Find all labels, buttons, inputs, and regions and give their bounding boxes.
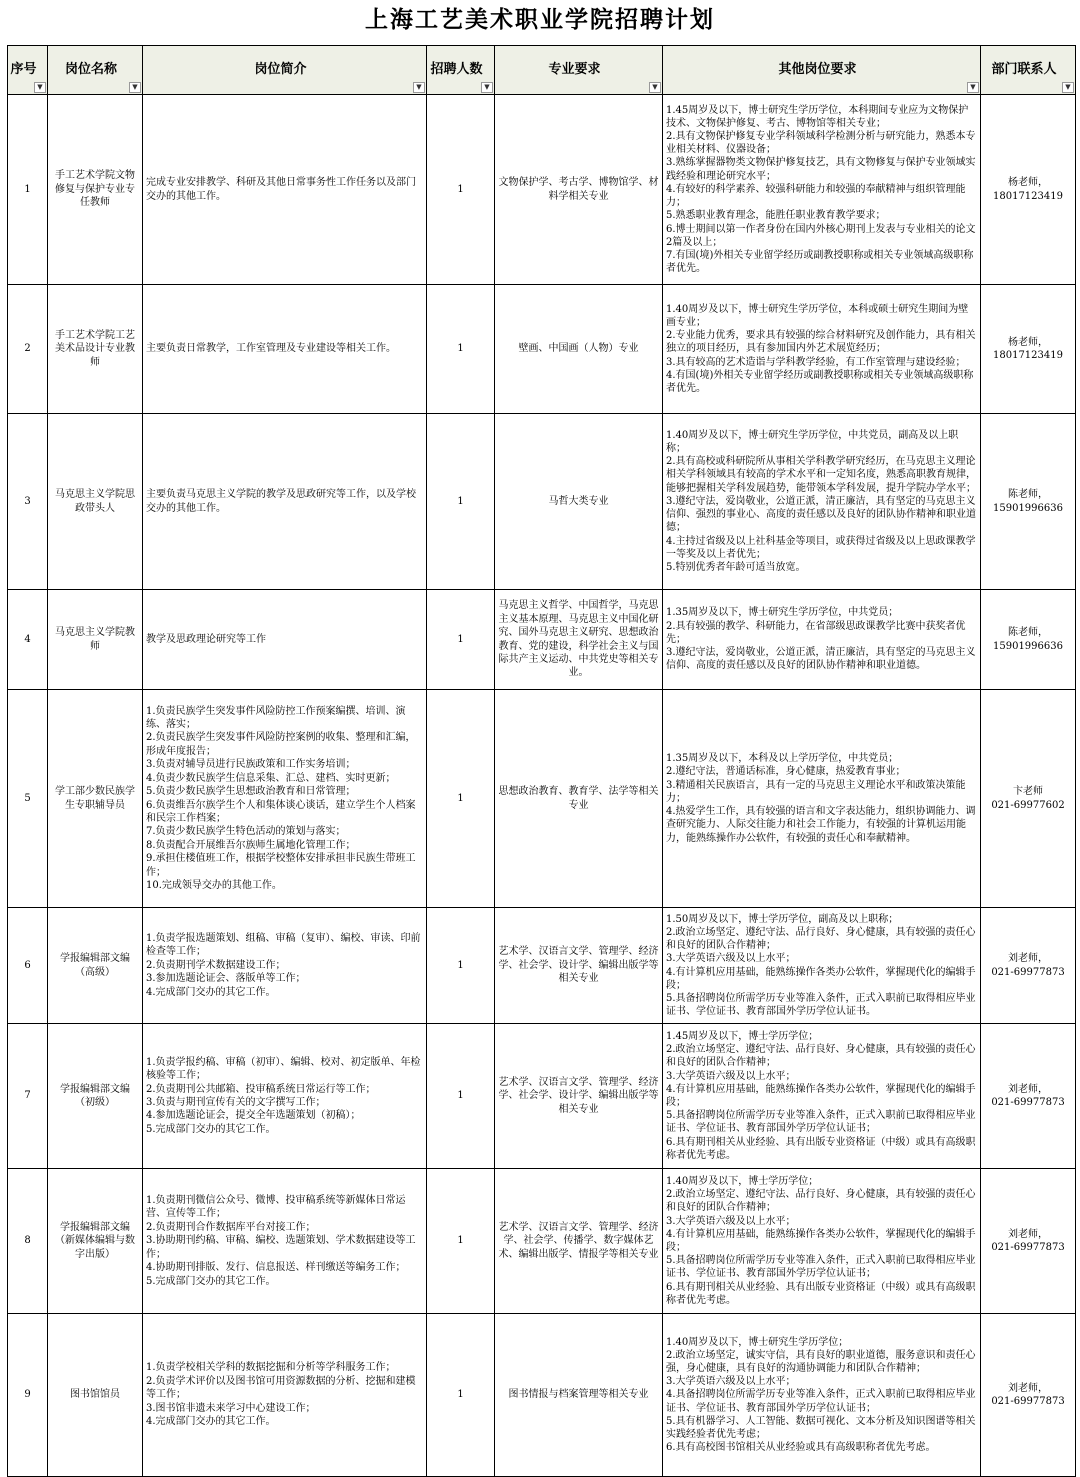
table-row — [8, 414, 1076, 590]
filter-dropdown-icon[interactable]: ▼ — [649, 82, 661, 93]
position-name: 学报编辑部文编（高级） — [48, 908, 143, 1024]
col-header-intro: 岗位简介 ▼ — [143, 46, 427, 95]
other-requirements: 1.45周岁及以下，博士学历学位； 2.政治立场坚定、遵纪守法、品行良好、身心健康，具有较强的责任心和良好的团队合作精神； 3.大学英语六级及以上水平； 4.有计算机应用基础，能熟练操作各类办公软件，掌握现代化的编辑手段； 5.具备招聘岗位所需学历专业等准入条件，正式入职前已取得相应毕业证书、学位证书、教育部国外学历学位认证书； 6.具有期刊相关从业经验、具有出版专业资格证（中级）或具有高级职称者优先考虑。 — [663, 1024, 981, 1169]
headcount: 1 — [427, 1169, 495, 1314]
department-contact: 刘老师， 021-69977873 — [981, 1169, 1076, 1314]
table-body — [8, 95, 1076, 1477]
other-requirements: 1.40周岁及以下，博士学历学位； 2.政治立场坚定、遵纪守法、品行良好、身心健康，具有较强的责任心和良好的团队合作精神； 3.大学英语六级及以上水平； 4.有计算机应用基础，能熟练操作各类办公软件，掌握现代化的编辑手段； 5.具备招聘岗位所需学历专业等准入条件，正式入职前已取得相应毕业证书、学位证书、教育部国外学历学位认证书； 6.具有期刊相关从业经验、具有出版专业资格证（中级）或具有高级职称者优先考虑。 — [663, 1169, 981, 1314]
headcount: 1 — [427, 908, 495, 1024]
table-row — [8, 590, 1076, 690]
position-intro: 1.负责学报选题策划、组稿、审稿（复审）、编校、审读、印前检查等工作； 2.负责期刊学术数据建设工作； 3.参加选题论证会、落版单等工作； 4.完成部门交办的其它工作。 — [143, 908, 427, 1024]
other-requirements: 1.35周岁及以下，本科及以上学历学位，中共党员； 2.遵纪守法，普通话标准，身心健康，热爱教育事业； 3.精通相关民族语言，具有一定的马克思主义理论水平和政策决策能力； 4.热爱学生工作，具有较强的语言和文字表达能力，组织协调能力、调查研究能力、人际交往能力和社会工作能力，有较强的计算机运用能力，能熟练操作办公软件，有较强的责任心和奉献精神。 — [663, 690, 981, 908]
department-contact: 刘老师， 021-69977873 — [981, 1024, 1076, 1169]
position-intro: 1.负责民族学生突发事件风险防控工作预案编撰、培训、演练、落实； 2.负责民族学生突发事件风险防控案例的收集、整理和汇编，形成年度报告； 3.负责对辅导员进行民族政策和工作实务培训； 4.负责少数民族学生信息采集、汇总、建档、实时更新； 5.负责少数民族学生思想政治教育和日常管理； 6.负责维吾尔族学生个人和集体谈心谈话，建立学生个人档案和民宗工作档案； 7.负责少数民族学生特色活动的策划与落实； 8.负责配合开展维吾尔族师生属地化管理工作； 9.承担住楼值班工作，根据学校整体安排承担非民族生带班工作； 10.完成领导交办的其他工作。 — [143, 690, 427, 908]
major-requirements: 壁画、中国画（人物）专业 — [495, 285, 663, 414]
headcount: 1 — [427, 95, 495, 285]
row-number: 8 — [8, 1169, 48, 1314]
department-contact: 杨老师， 18017123419 — [981, 285, 1076, 414]
position-name: 手工艺术学院文物修复与保护专业专任教师 — [48, 95, 143, 285]
col-header-name: 岗位名称 ▼ — [48, 46, 143, 95]
major-requirements: 思想政治教育、教育学、法学等相关专业 — [495, 690, 663, 908]
col-header-count: 招聘人数 ▼ — [427, 46, 495, 95]
major-requirements: 图书情报与档案管理等相关专业 — [495, 1314, 663, 1477]
row-number: 5 — [8, 690, 48, 908]
filter-dropdown-icon[interactable]: ▼ — [481, 82, 493, 93]
position-name: 学报编辑部文编（初级） — [48, 1024, 143, 1169]
position-name: 手工艺术学院工艺美术品设计专业教师 — [48, 285, 143, 414]
position-intro: 1.负责期刊微信公众号、微博、投审稿系统等新媒体日常运营、宣传等工作； 2.负责期刊合作数据库平台对接工作； 3.协助期刊约稿、审稿、编校、选题策划、学术数据建设等工作； 4.协助期刊排版、发行、信息报送、样刊缴送等编务工作； 5.完成部门交办的其它工作。 — [143, 1169, 427, 1314]
filter-dropdown-icon[interactable]: ▼ — [34, 82, 46, 93]
position-intro: 主要负责日常教学，工作室管理及专业建设等相关工作。 — [143, 285, 427, 414]
position-name: 学工部少数民族学生专职辅导员 — [48, 690, 143, 908]
major-requirements: 马克思主义哲学、中国哲学，马克思主义基本原理、马克思主义中国化研究、国外马克思主义研究、思想政治教育、党的建设，科学社会主义与国际共产主义运动、中共党史等相关专业。 — [495, 590, 663, 690]
other-requirements: 1.40周岁及以下，博士研究生学历学位，中共党员，副高及以上职称； 2.具有高校或科研院所从事相关学科教学研究经历，在马克思主义理论相关学科领域具有较高的学术水平和一定知名度，熟悉高职教育规律，能够把握相关学科发展趋势，能带领本学科发展，提升学院办学水平； 3.遵纪守法，爱岗敬业，公道正派，清正廉洁，具有坚定的马克思主义信仰、强烈的事业心、高度的责任感以及良好的团队协作精神和职业道德； 4.主持过省级及以上社科基金等项目，或获得过省级及以上思政课教学一等奖及以上者优先； 5.特别优秀者年龄可适当放宽。 — [663, 414, 981, 590]
position-intro: 1.负责学报约稿、审稿（初审）、编辑、校对、初定版单、年检核验等工作； 2.负责期刊公共邮箱、投审稿系统日常运行等工作； 3.负责与期刊宣传有关的文字撰写工作； 4.参加选题论证会，提交全年选题策划（初稿）； 5.完成部门交办的其它工作。 — [143, 1024, 427, 1169]
col-header-other: 其他岗位要求 ▼ — [663, 46, 981, 95]
position-name: 马克思主义学院思政带头人 — [48, 414, 143, 590]
row-number: 7 — [8, 1024, 48, 1169]
col-header-major: 专业要求 ▼ — [495, 46, 663, 95]
department-contact: 刘老师， 021-69977873 — [981, 1314, 1076, 1477]
other-requirements: 1.45周岁及以下，博士研究生学历学位，本科期间专业应为文物保护技术、文物保护修复、考古、博物馆等相关专业； 2.具有文物保护修复专业学科领域科学检测分析与研究能力，熟悉本专业相关材料、仪器设备； 3.熟练掌握器物类文物保护修复技艺，具有文物修复与保护专业领域实践经验和理论研究水平； 4.有较好的科学素养、较强科研能力和较强的奉献精神与组织管理能力； 5.熟悉职业教育理念，能胜任职业教育教学要求； 6.博士期间以第一作者身份在国内外核心期刊上发表与专业相关的论文2篇及以上； 7.有国(境)外相关专业留学经历或副教授职称或相关专业领域高级职称者优先。 — [663, 95, 981, 285]
row-number: 6 — [8, 908, 48, 1024]
headcount: 1 — [427, 1024, 495, 1169]
recruitment-table — [7, 45, 1076, 1477]
department-contact: 杨老师， 18017123419 — [981, 95, 1076, 285]
other-requirements: 1.40周岁及以下，博士研究生学历学位，本科或硕士研究生期间为壁画专业； 2.专业能力优秀，要求具有较强的综合材料研究及创作能力，具有相关独立的项目经历，具有参加国内外艺术展览经历； 3.具有较高的艺术造诣与学科教学经验，有工作室管理与建设经验； 4.有国(境)外相关专业留学经历或副教授职称或相关专业领域高级职称者优先。 — [663, 285, 981, 414]
row-number: 4 — [8, 590, 48, 690]
table-row — [8, 1314, 1076, 1477]
major-requirements: 艺术学、汉语言文学、管理学、经济学、社会学、设计学、编辑出版学等相关专业 — [495, 1024, 663, 1169]
table-row — [8, 285, 1076, 414]
row-number: 2 — [8, 285, 48, 414]
other-requirements: 1.40周岁及以下，博士研究生学历学位； 2.政治立场坚定，诚实守信，具有良好的职业道德，服务意识和责任心强，身心健康，具有良好的沟通协调能力和团队合作精神； 3.大学英语六级及以上水平； 4.具备招聘岗位所需学历专业等准入条件，正式入职前已取得相应毕业证书、学位证书、教育部国外学历学位认证书； 5.具有机器学习、人工智能、数据可视化、文本分析及知识图谱等相关实践经验者优先考虑； 6.具有高校图书馆相关从业经验或具有高级职称者优先考虑。 — [663, 1314, 981, 1477]
position-name: 图书馆馆员 — [48, 1314, 143, 1477]
position-intro: 教学及思政理论研究等工作 — [143, 590, 427, 690]
page-title: 上海工艺美术职业学院招聘计划 — [365, 7, 715, 33]
col-header-no: 序号 ▼ — [8, 46, 48, 95]
department-contact: 刘老师， 021-69977873 — [981, 908, 1076, 1024]
headcount: 1 — [427, 1314, 495, 1477]
table-row — [8, 1169, 1076, 1314]
major-requirements: 马哲大类专业 — [495, 414, 663, 590]
department-contact: 陈老师， 15901996636 — [981, 414, 1076, 590]
filter-dropdown-icon[interactable]: ▼ — [413, 82, 425, 93]
position-intro: 完成专业安排教学、科研及其他日常事务性工作任务以及部门交办的其他工作。 — [143, 95, 427, 285]
table-row — [8, 95, 1076, 285]
headcount: 1 — [427, 285, 495, 414]
major-requirements: 文物保护学、考古学、博物馆学、材料学相关专业 — [495, 95, 663, 285]
row-number: 9 — [8, 1314, 48, 1477]
table-row — [8, 1024, 1076, 1169]
col-header-contact: 部门联系人 ▼ — [981, 46, 1076, 95]
headcount: 1 — [427, 414, 495, 590]
department-contact: 陈老师， 15901996636 — [981, 590, 1076, 690]
position-intro: 1.负责学校相关学科的数据挖掘和分析等学科服务工作； 2.负责学术评价以及图书馆可用资源数据的分析、挖掘和建模等工作； 3.图书馆非遗未来学习中心建设工作； 4.完成部门交办的其它工作。 — [143, 1314, 427, 1477]
headcount: 1 — [427, 690, 495, 908]
table-row — [8, 690, 1076, 908]
table-row — [8, 908, 1076, 1024]
position-intro: 主要负责马克思主义学院的教学及思政研究等工作，以及学校交办的其他工作。 — [143, 414, 427, 590]
position-name: 马克思主义学院教师 — [48, 590, 143, 690]
department-contact: 卞老师 021-69977602 — [981, 690, 1076, 908]
filter-dropdown-icon[interactable]: ▼ — [1062, 82, 1074, 93]
row-number: 3 — [8, 414, 48, 590]
position-name: 学报编辑部文编（新媒体编辑与数字出版） — [48, 1169, 143, 1314]
filter-dropdown-icon[interactable]: ▼ — [129, 82, 141, 93]
row-number: 1 — [8, 95, 48, 285]
headcount: 1 — [427, 590, 495, 690]
other-requirements: 1.35周岁及以下，博士研究生学历学位，中共党员； 2.具有较强的教学、科研能力，在省部级思政课教学比赛中获奖者优先； 3.遵纪守法，爱岗敬业，公道正派，清正廉洁，具有坚定的马克思主义信仰、高度的责任感以及良好的团队协作精神和职业道德。 — [663, 590, 981, 690]
filter-dropdown-icon[interactable]: ▼ — [967, 82, 979, 93]
other-requirements: 1.50周岁及以下，博士学历学位，副高及以上职称； 2.政治立场坚定、遵纪守法、品行良好、身心健康，具有较强的责任心和良好的团队合作精神； 3.大学英语六级及以上水平； 4.有计算机应用基础，能熟练操作各类办公软件，掌握现代化的编辑手段； 5.具备招聘岗位所需学历专业等准入条件，正式入职前已取得相应毕业证书、学位证书、教育部国外学历学位认证书。 — [663, 908, 981, 1024]
major-requirements: 艺术学、汉语言文学、管理学、经济学、社会学、传播学、数字媒体艺术、编辑出版学、情报学等相关专业 — [495, 1169, 663, 1314]
major-requirements: 艺术学、汉语言文学、管理学、经济学、社会学、设计学、编辑出版学等相关专业 — [495, 908, 663, 1024]
header-row — [8, 46, 1076, 95]
